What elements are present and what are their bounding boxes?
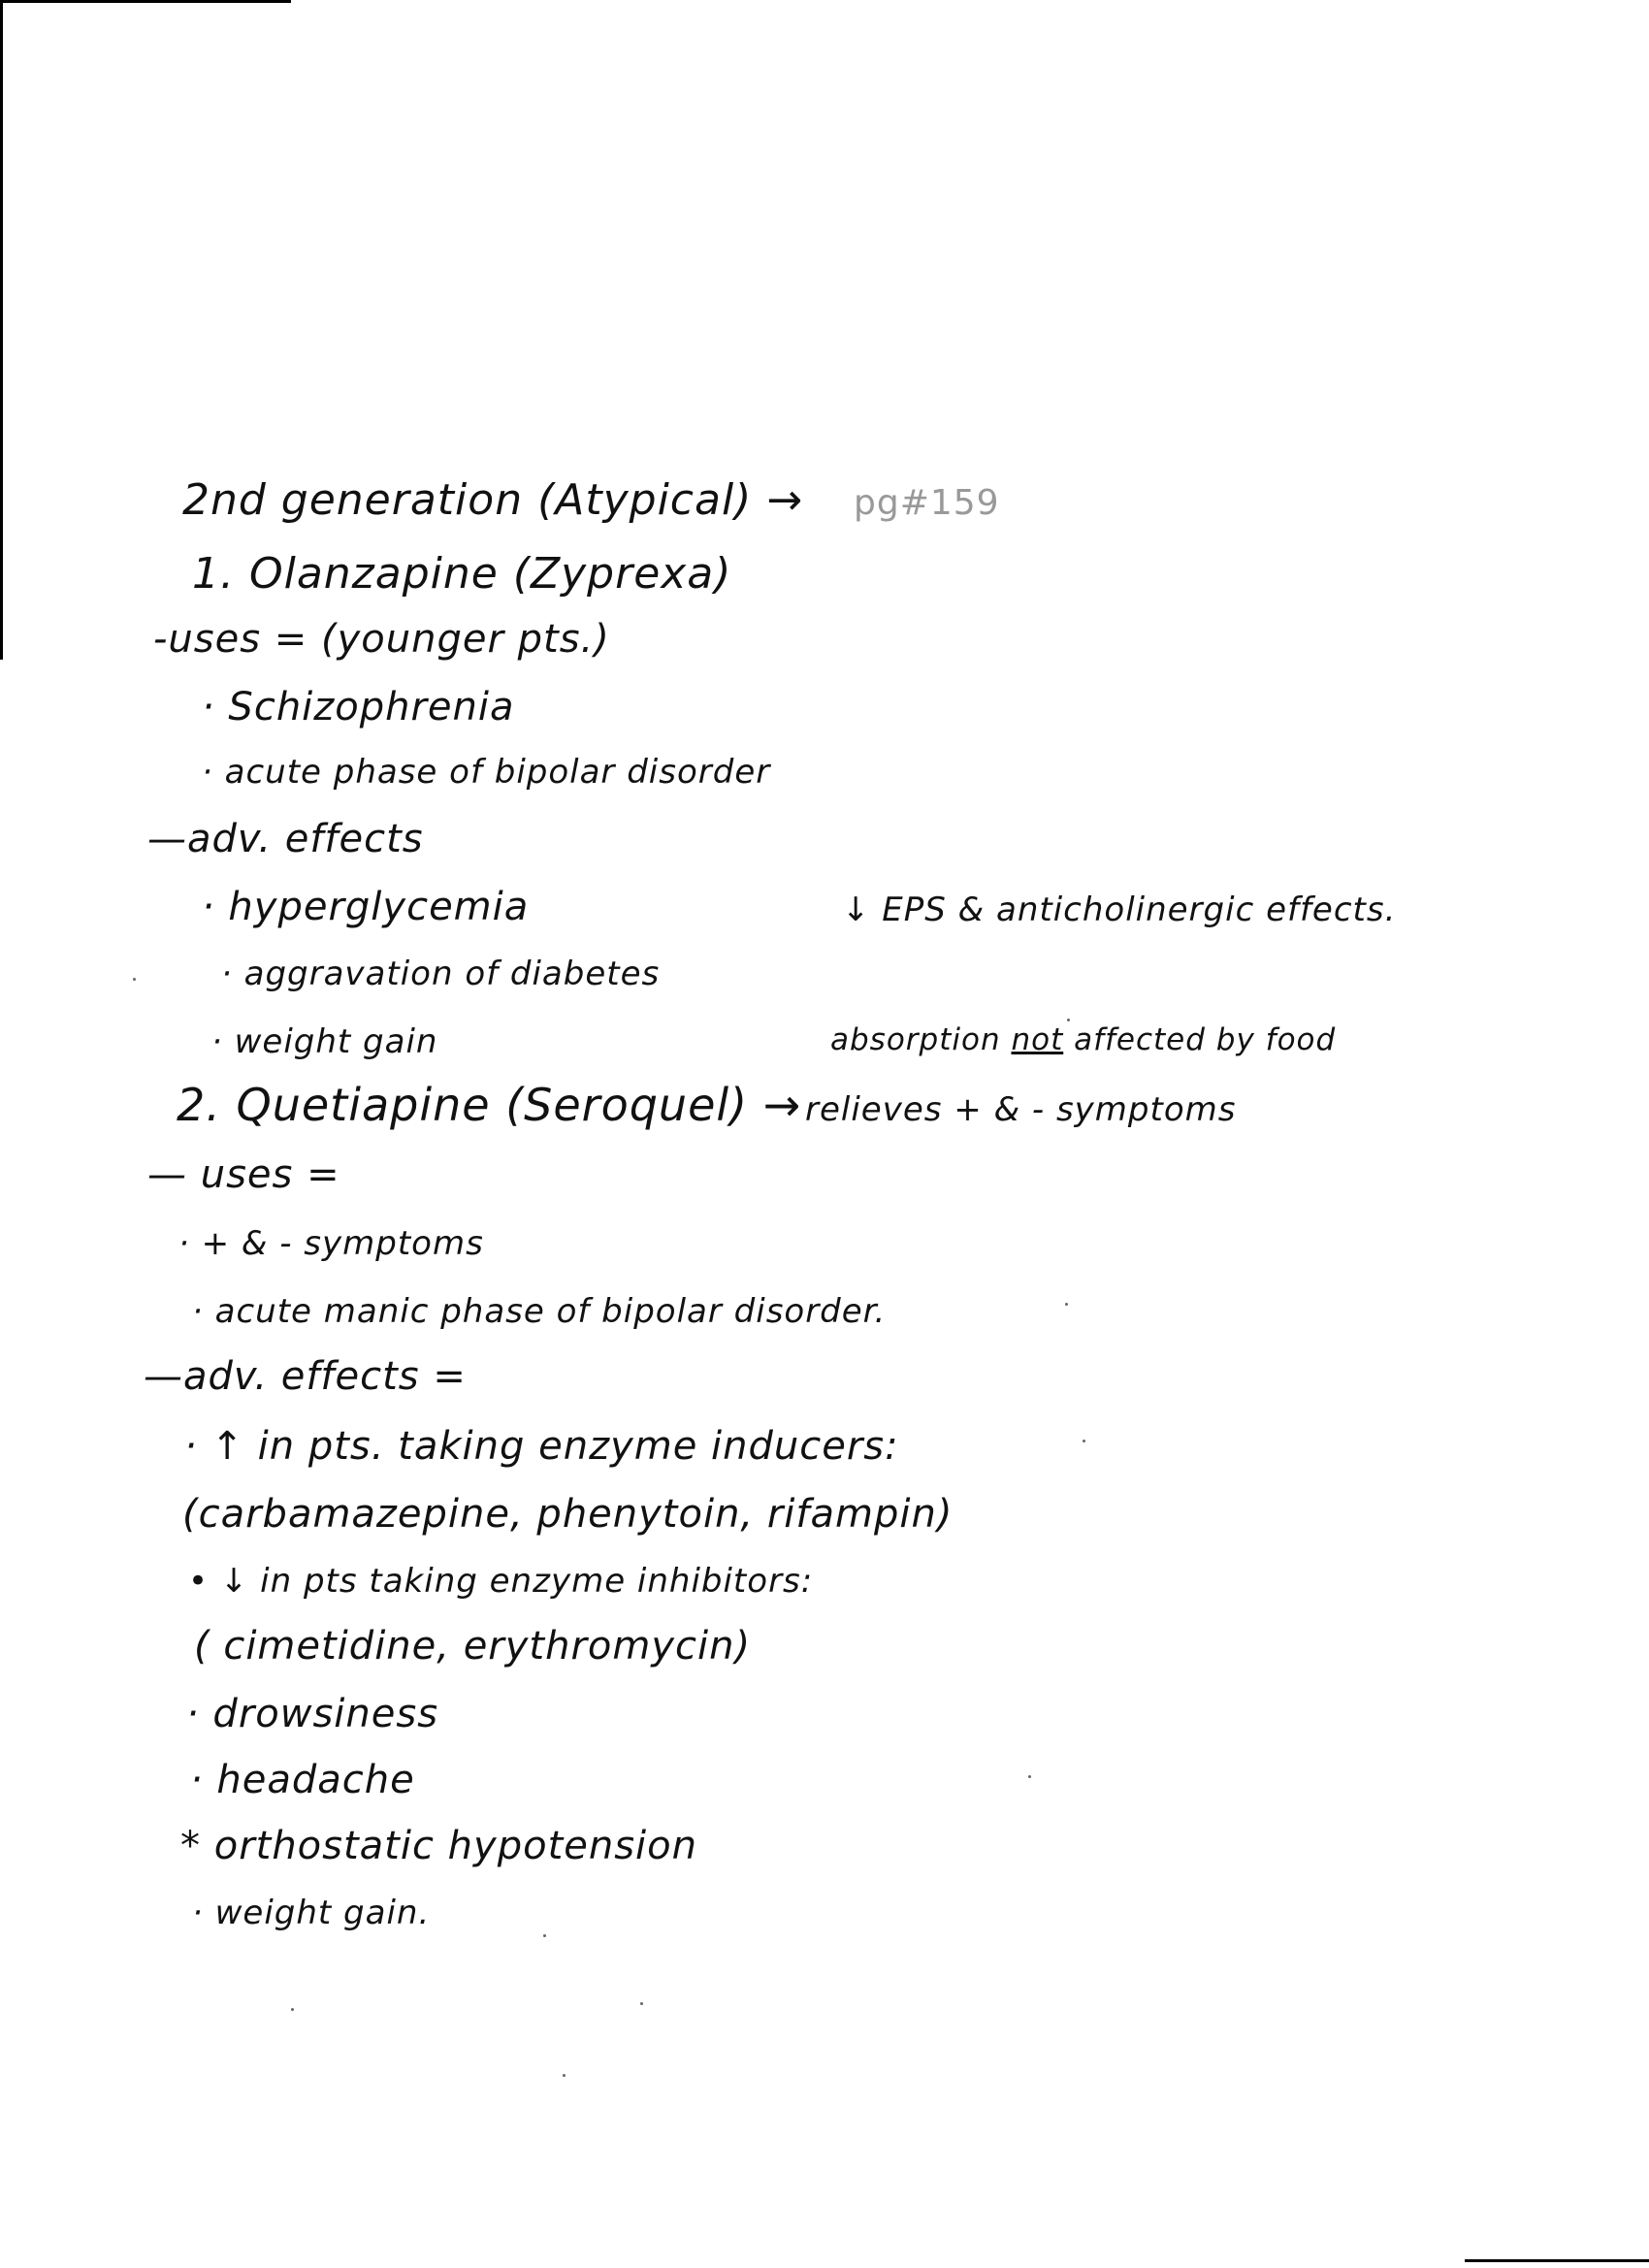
drug2-use-item: · + & - symptoms (178, 1224, 484, 1263)
drug2-effect-item: · headache (190, 1758, 415, 1802)
drug2-effects-label: —adv. effects = (144, 1354, 467, 1399)
scan-edge-left (0, 0, 3, 660)
scan-edge-bottom-right (1465, 2259, 1649, 2262)
drug2-effect-item: * orthostatic hypotension (180, 1824, 697, 1868)
drug1-uses-label: -uses = (younger pts.) (153, 617, 610, 662)
drug1-side-note-eps: ↓ EPS & anticholinergic effects. (842, 891, 1397, 929)
drug2-uses-label: — uses = (147, 1152, 340, 1197)
scan-speck (1028, 1775, 1031, 1778)
drug2-heading-text: 2. Quetiapine (Seroquel) (177, 1079, 749, 1131)
drug2-arrow-icon: → (762, 1079, 802, 1131)
scan-speck (1065, 1303, 1068, 1306)
drug1-use-item: · acute phase of bipolar disorder (202, 753, 771, 792)
drug1-use-item: · Schizophrenia (202, 685, 515, 729)
drug2-effect-item: · ↑ in pts. taking enzyme inducers: (184, 1424, 899, 1469)
drug1-effect-item: · hyperglycemia (202, 885, 530, 929)
drug2-heading-note: relieves + & - symptoms (805, 1090, 1237, 1129)
title-text: 2nd generation (Atypical) (182, 475, 753, 525)
drug1-heading: 1. Olanzapine (Zyprexa) (192, 549, 732, 599)
drug2-effect-item: ( cimetidine, erythromycin) (194, 1624, 752, 1669)
scan-speck (291, 2008, 294, 2011)
notes-title (182, 475, 803, 525)
drug2-effect-item: · drowsiness (186, 1692, 439, 1736)
drug1-effect-item: · weight gain (211, 1022, 438, 1061)
drug2-effect-item: · weight gain. (192, 1894, 431, 1932)
scan-speck (563, 2074, 566, 2077)
scan-speck (1083, 1440, 1085, 1442)
title-page-reference: pg#159 (854, 483, 1000, 523)
drug2-heading (177, 1079, 801, 1131)
drug2-effect-item: (carbamazepine, phenytoin, rifampin) (182, 1492, 954, 1537)
scan-speck (543, 1934, 546, 1937)
drug1-effect-item: · aggravation of diabetes (221, 955, 661, 993)
title-arrow-icon: → (766, 475, 804, 525)
drug2-use-item: · acute manic phase of bipolar disorder. (192, 1292, 887, 1331)
scan-speck (1067, 1019, 1070, 1021)
drug2-effect-item: • ↓ in pts taking enzyme inhibitors: (188, 1562, 814, 1601)
scan-speck (640, 2002, 643, 2005)
scan-edge-top (0, 0, 291, 3)
drug1-effects-label: —adv. effects (147, 817, 424, 861)
scan-speck (133, 978, 136, 981)
drug1-side-note-absorption: absorption not affected by food (830, 1022, 1337, 1057)
